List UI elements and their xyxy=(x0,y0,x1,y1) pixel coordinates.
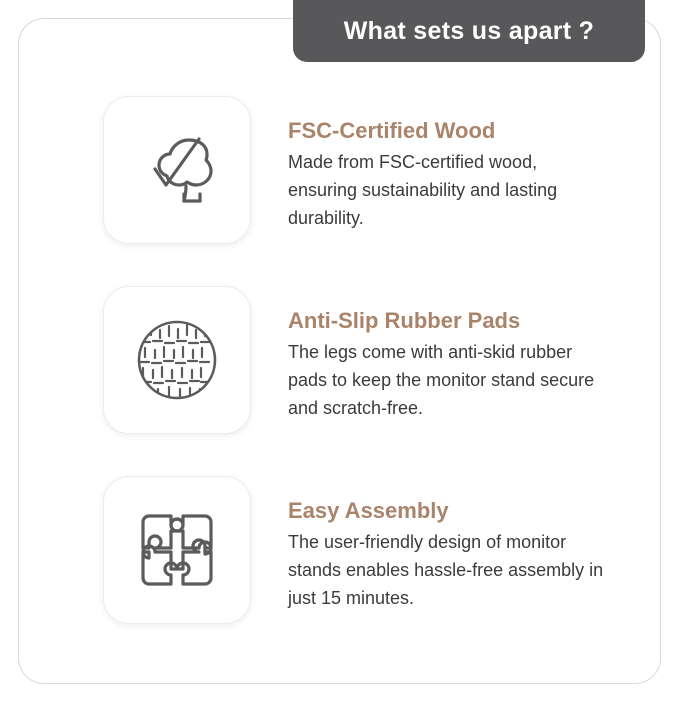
feature-title: Easy Assembly xyxy=(288,498,449,523)
feature-item xyxy=(0,96,643,244)
feature-text xyxy=(251,476,608,613)
banner-title: What sets us apart ? xyxy=(343,16,595,45)
rubber-pad-texture-circle-icon xyxy=(127,310,227,410)
puzzle-pieces-icon xyxy=(131,504,223,596)
feature-icon-box xyxy=(103,476,251,624)
feature-icon-box xyxy=(103,96,251,244)
feature-title: Anti-Slip Rubber Pads xyxy=(288,308,521,333)
feature-description: The legs come with anti-skid rubber pads to keep the monitor stand secure and scratch-free. xyxy=(288,342,595,419)
feature-title: FSC-Certified Wood xyxy=(288,118,496,143)
header-banner xyxy=(293,0,645,62)
feature-text xyxy=(251,96,608,233)
feature-description: The user-friendly design of monitor stands enables hassle-free assembly in just 15 minutes. xyxy=(288,532,604,609)
feature-icon-box xyxy=(103,286,251,434)
feature-text xyxy=(251,286,608,423)
feature-item xyxy=(0,286,643,434)
tree-checkmark-icon xyxy=(129,122,225,218)
feature-list xyxy=(0,96,643,666)
feature-description: Made from FSC-certified wood, ensuring sustainability and lasting durability. xyxy=(288,152,558,229)
feature-item xyxy=(0,476,643,624)
